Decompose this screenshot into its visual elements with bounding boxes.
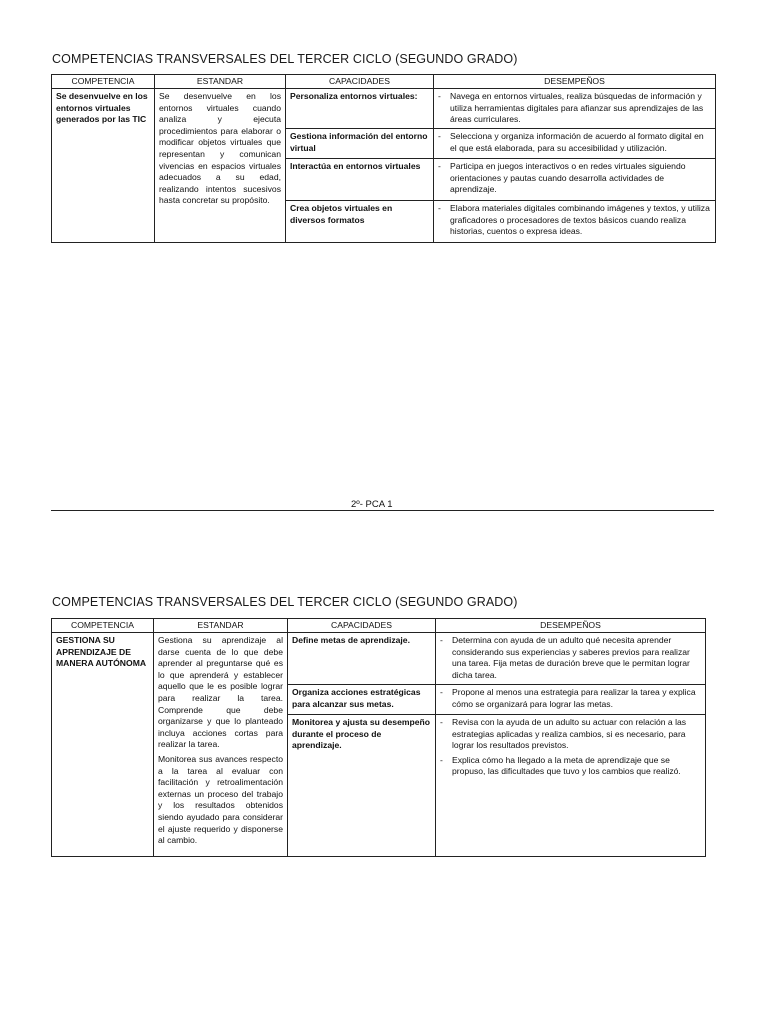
header-competencia: COMPETENCIA (52, 619, 154, 633)
header-capacidades: CAPACIDADES (286, 75, 434, 89)
table-row (52, 89, 716, 129)
desempeno-cell: - Propone al menos una estrategia para realizar la tarea y explica cómo se organizará para lograr las metas. (436, 685, 706, 715)
competencia-cell: GESTIONA SU APRENDIZAJE DE MANERA AUTÓNOMA (52, 633, 154, 857)
capacidad-cell: Personaliza entornos virtuales: (286, 89, 434, 129)
page-footer: 2º- PCA 1 (348, 499, 396, 510)
header-estandar: ESTANDAR (154, 619, 288, 633)
desempeno-text: Propone al menos una estrategia para realizar la tarea y explica cómo se organizará para lograr las metas. (452, 687, 696, 709)
footer-divider (51, 510, 714, 511)
competencias-table-1 (51, 74, 716, 243)
capacidad-cell: Organiza acciones estratégicas para alcanzar sus metas. (288, 685, 436, 715)
desempeno-cell: - Revisa con la ayuda de un adulto su actuar con relación a las estrategias aplicadas y realiza cambios, si es necesario, para lograr los resultados previstos. - Explica cómo ha llegado a la meta de aprendizaje que se propuso, las dificultades que tuvo y los cambios que realizó. (436, 715, 706, 857)
desempeno-cell: - Determina con ayuda de un adulto qué necesita aprender considerando sus experiencias y saberes previos para realizar una tarea. Fija metas de duración breve que le permitan lograr dicha tarea. (436, 633, 706, 685)
estandar-cell: Se desenvuelve en los entornos virtuales cuando analiza y ejecuta procedimientos para elaborar o modificar objetos virtuales que representan y comunican vivencias en espacios virtuales adecuados a su edad, realizando intentos sucesivos hasta concretar su propósito. (155, 89, 286, 243)
estandar-cell (154, 633, 288, 857)
desempeno-text: Elabora materiales digitales combinando imágenes y textos, y utiliza graficadores o procesadores de textos básicos cuando realiza historias, cuentos o expresa ideas. (450, 203, 710, 237)
competencia-cell: Se desenvuelve en los entornos virtuales generados por las TIC (52, 89, 155, 243)
desempeno-text: Determina con ayuda de un adulto qué necesita aprender considerando sus experiencias y saberes previos para realizar una tarea. Fija metas de duración breve que le permitan lograr dicha tarea. (452, 635, 690, 680)
capacidad-cell: Define metas de aprendizaje. (288, 633, 436, 685)
desempeno-cell: - Elabora materiales digitales combinando imágenes y textos, y utiliza graficadores o procesadores de textos básicos cuando realiza historias, cuentos o expresa ideas. (434, 201, 716, 243)
desempeno-cell: - Selecciona y organiza información de acuerdo al formato digital en el que está elaborada, para su accesibilidad y utilización. (434, 129, 716, 159)
capacidad-cell: Gestiona información del entorno virtual (286, 129, 434, 159)
capacidad-cell: Interactúa en entornos virtuales (286, 159, 434, 201)
desempeno-text: Participa en juegos interactivos o en redes virtuales siguiendo orientaciones y pautas cuando desarrolla actividades de aprendizaje. (450, 161, 686, 195)
header-competencia: COMPETENCIA (52, 75, 155, 89)
desempeno-text: Explica cómo ha llegado a la meta de aprendizaje que se propuso, las dificultades que tuvo y los cambios que realizó. (452, 754, 681, 777)
desempeno-cell: - Navega en entornos virtuales, realiza búsquedas de información y utiliza herramientas digitales para afianzar sus aprendizajes de las áreas curriculares. (434, 89, 716, 129)
header-capacidades: CAPACIDADES (288, 619, 436, 633)
desempeno-text: Navega en entornos virtuales, realiza búsquedas de información y utiliza herramientas digitales para afianzar sus aprendizajes de las áreas curriculares. (450, 91, 704, 125)
estandar-paragraph: Gestiona su aprendizaje al darse cuenta de lo que debe aprender al preguntarse qué es lo que aprenderá y establecer aquello que le es posible lograr para realizar la tarea. Comprende que debe organizarse y que lo planteado incluya acciones cortas para realizar la tarea. (158, 635, 283, 750)
desempeno-text: Revisa con la ayuda de un adulto su actuar con relación a las estrategias aplicadas y realiza cambios, si es necesario, para lograr los resultados previstos. (452, 717, 687, 751)
capacidad-cell: Monitorea y ajusta su desempeño durante el proceso de aprendizaje. (288, 715, 436, 857)
section2-title: COMPETENCIAS TRANSVERSALES DEL TERCER CICLO (SEGUNDO GRADO) (52, 595, 518, 609)
header-desempenos: DESEMPEÑOS (434, 75, 716, 89)
table-header-row (52, 619, 706, 633)
estandar-paragraph: Monitorea sus avances respecto a la tarea al evaluar con facilitación y retroalimentación externas un proceso del trabajo y los resultados obtenidos siendo ayudado para considerar el ajuste requerido y disponerse al cambio. (158, 753, 283, 846)
table-header-row (52, 75, 716, 89)
section1-title: COMPETENCIAS TRANSVERSALES DEL TERCER CICLO (SEGUNDO GRADO) (52, 52, 518, 66)
capacidad-cell: Crea objetos virtuales en diversos formatos (286, 201, 434, 243)
competencias-table-2 (51, 618, 706, 857)
desempeno-text: Selecciona y organiza información de acuerdo al formato digital en el que está elaborada, para su accesibilidad y utilización. (450, 131, 704, 153)
header-desempenos: DESEMPEÑOS (436, 619, 706, 633)
table-row (52, 633, 706, 685)
desempeno-cell: - Participa en juegos interactivos o en redes virtuales siguiendo orientaciones y pautas cuando desarrolla actividades de aprendizaje. (434, 159, 716, 201)
header-estandar: ESTANDAR (155, 75, 286, 89)
